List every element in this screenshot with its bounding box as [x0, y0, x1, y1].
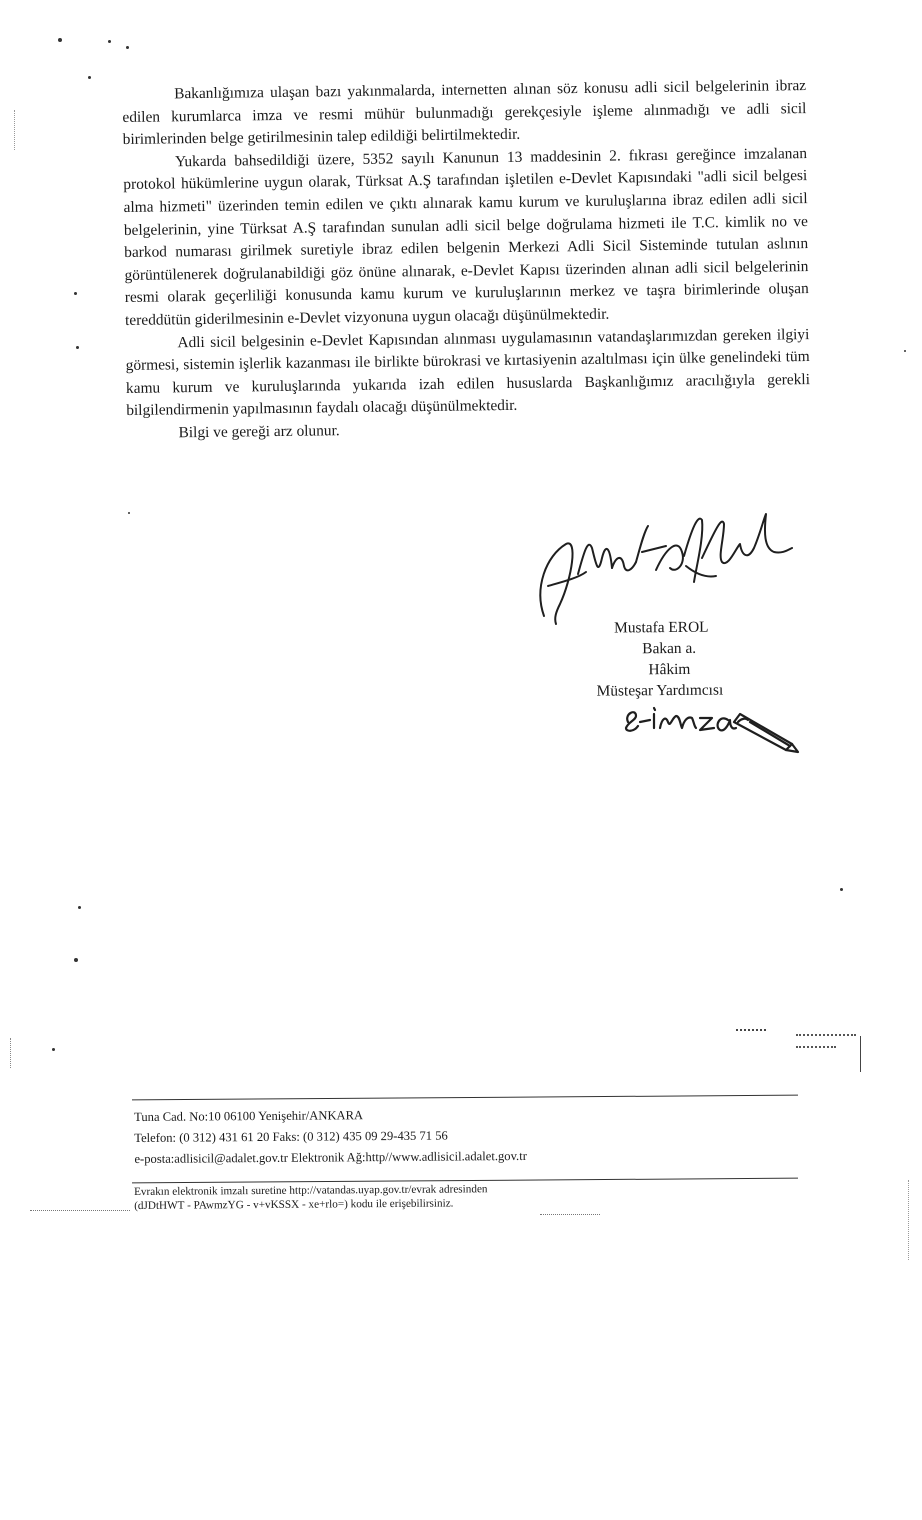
scan-speck: [58, 38, 62, 42]
scan-speck: [840, 888, 843, 891]
verification-line-1: Evrakın elektronik imzalı suretine http://vatandas.uyap.gov.tr/evrak adresinden: [134, 1183, 488, 1198]
signatory-block: [560, 616, 801, 702]
handwritten-signature: [526, 508, 796, 628]
signatory-name: Mustafa EROL: [614, 618, 709, 637]
footer-email-web: e-posta:adlisicil@adalet.gov.tr Elektronik Ağ:http//www.adlisicil.adalet.gov.tr: [134, 1148, 527, 1166]
scan-speck: [88, 76, 91, 79]
scan-mark: [540, 1214, 600, 1215]
scan-mark: [796, 1046, 836, 1048]
footer-divider-top: [132, 1095, 798, 1101]
footer-contact: [134, 1102, 794, 1170]
signatory-title-3: Müsteşar Yardımcısı: [596, 681, 724, 700]
scan-mark: [14, 110, 15, 150]
scan-mark: [10, 1038, 11, 1068]
scan-speck: [76, 346, 79, 349]
footer-phone: Telefon: (0 312) 431 61 20 Faks: (0 312) 435 09 29-435 71 56: [134, 1128, 448, 1145]
paragraph-3: Adli sicil belgesinin e-Devlet Kapısından alınması uygulamasının vatandaşlarımızdan gereken ilgiyi görmesi, sistemin işlerlik kazanması ile birlikte bürokrasi ve kırtasiyenin azaltılması için ülke genelindeki tüm kamu kurum ve kuruluşlarında yukarıda izah edilen hususlarda Başkanlığımız aracılığıyla gerekli bilgilendirmenin yapılmasının faydalı olacağı düşünülmektedir.: [125, 325, 811, 420]
scan-speck: [126, 46, 129, 49]
signatory-title-1: Bakan a.: [642, 639, 697, 658]
scan-speck: [52, 1048, 55, 1051]
paragraph-2: Yukarda bahsedildiği üzere, 5352 sayılı Kanunun 13 maddesinin 2. fıkrası gereğince imzalanan protokol hükümlerine uygun olarak, Türksat A.Ş tarafından işletilen e-Devlet Kapısındaki "adli sicil belgesi alma hizmeti" üzerinden temin edilen ve çıktı alınarak kamu kurum ve kuruluşlarına ibraz edilen adli sicil belgelerinin, yine Türksat A.Ş tarafından sunulan adli sicil belge doğrulama hizmeti ile T.C. kimlik no ve barkod numarası girilmek suretiyle ibraz edilen belgenin Merkezi Adli Sicil Sisteminde tutulan aslının görüntülenerek doğrulanabildiği göz önüne alınarak, e-Devlet Kapısı üzerinden alınan adli sicil belgelerinin resmi olarak geçerliliği konusunda kamu kurum ve kuruluşlarının merkez ve taşra birimlerinde oluşan tereddütün giderilmesinin e-Devlet vizyonuna uygun olacağı düşünülmektedir.: [123, 144, 809, 329]
scan-mark: [796, 1034, 856, 1036]
scan-speck: [128, 512, 130, 514]
closing-line: Bilgi ve gereği arz olunur.: [178, 422, 340, 442]
scan-speck: [904, 350, 906, 352]
scan-mark: [860, 1036, 861, 1072]
scan-speck: [74, 292, 77, 295]
e-imza-stamp-icon: [622, 692, 802, 760]
verification-note: [134, 1180, 794, 1213]
signatory-title-2: Hâkim: [648, 660, 691, 679]
verification-line-2: (dJDtHWT - PAwmzYG - v+vKSSX - xe+rlo=) kodu ile erişebilirsiniz.: [134, 1197, 454, 1212]
scan-speck: [108, 40, 111, 43]
scan-speck: [78, 906, 81, 909]
footer-address: Tuna Cad. No:10 06100 Yenişehir/ANKARA: [134, 1108, 364, 1124]
letter-body: [122, 75, 811, 445]
paragraph-1: Bakanlığımıza ulaşan bazı yakınmalarda, internetten alınan söz konusu adli sicil belgelerinin ibraz edilen kurumlarca imza ve resmi mühür bulunmadığı gerekçesiyle işleme alınmadığı ve adli sicil birimlerinden belge getirilmesinin talep edildiği belirtilmektedir.: [122, 77, 807, 149]
scan-mark: [30, 1210, 130, 1211]
scan-speck: [74, 958, 78, 962]
scan-mark: [908, 1180, 909, 1260]
scan-mark: [736, 1029, 766, 1031]
